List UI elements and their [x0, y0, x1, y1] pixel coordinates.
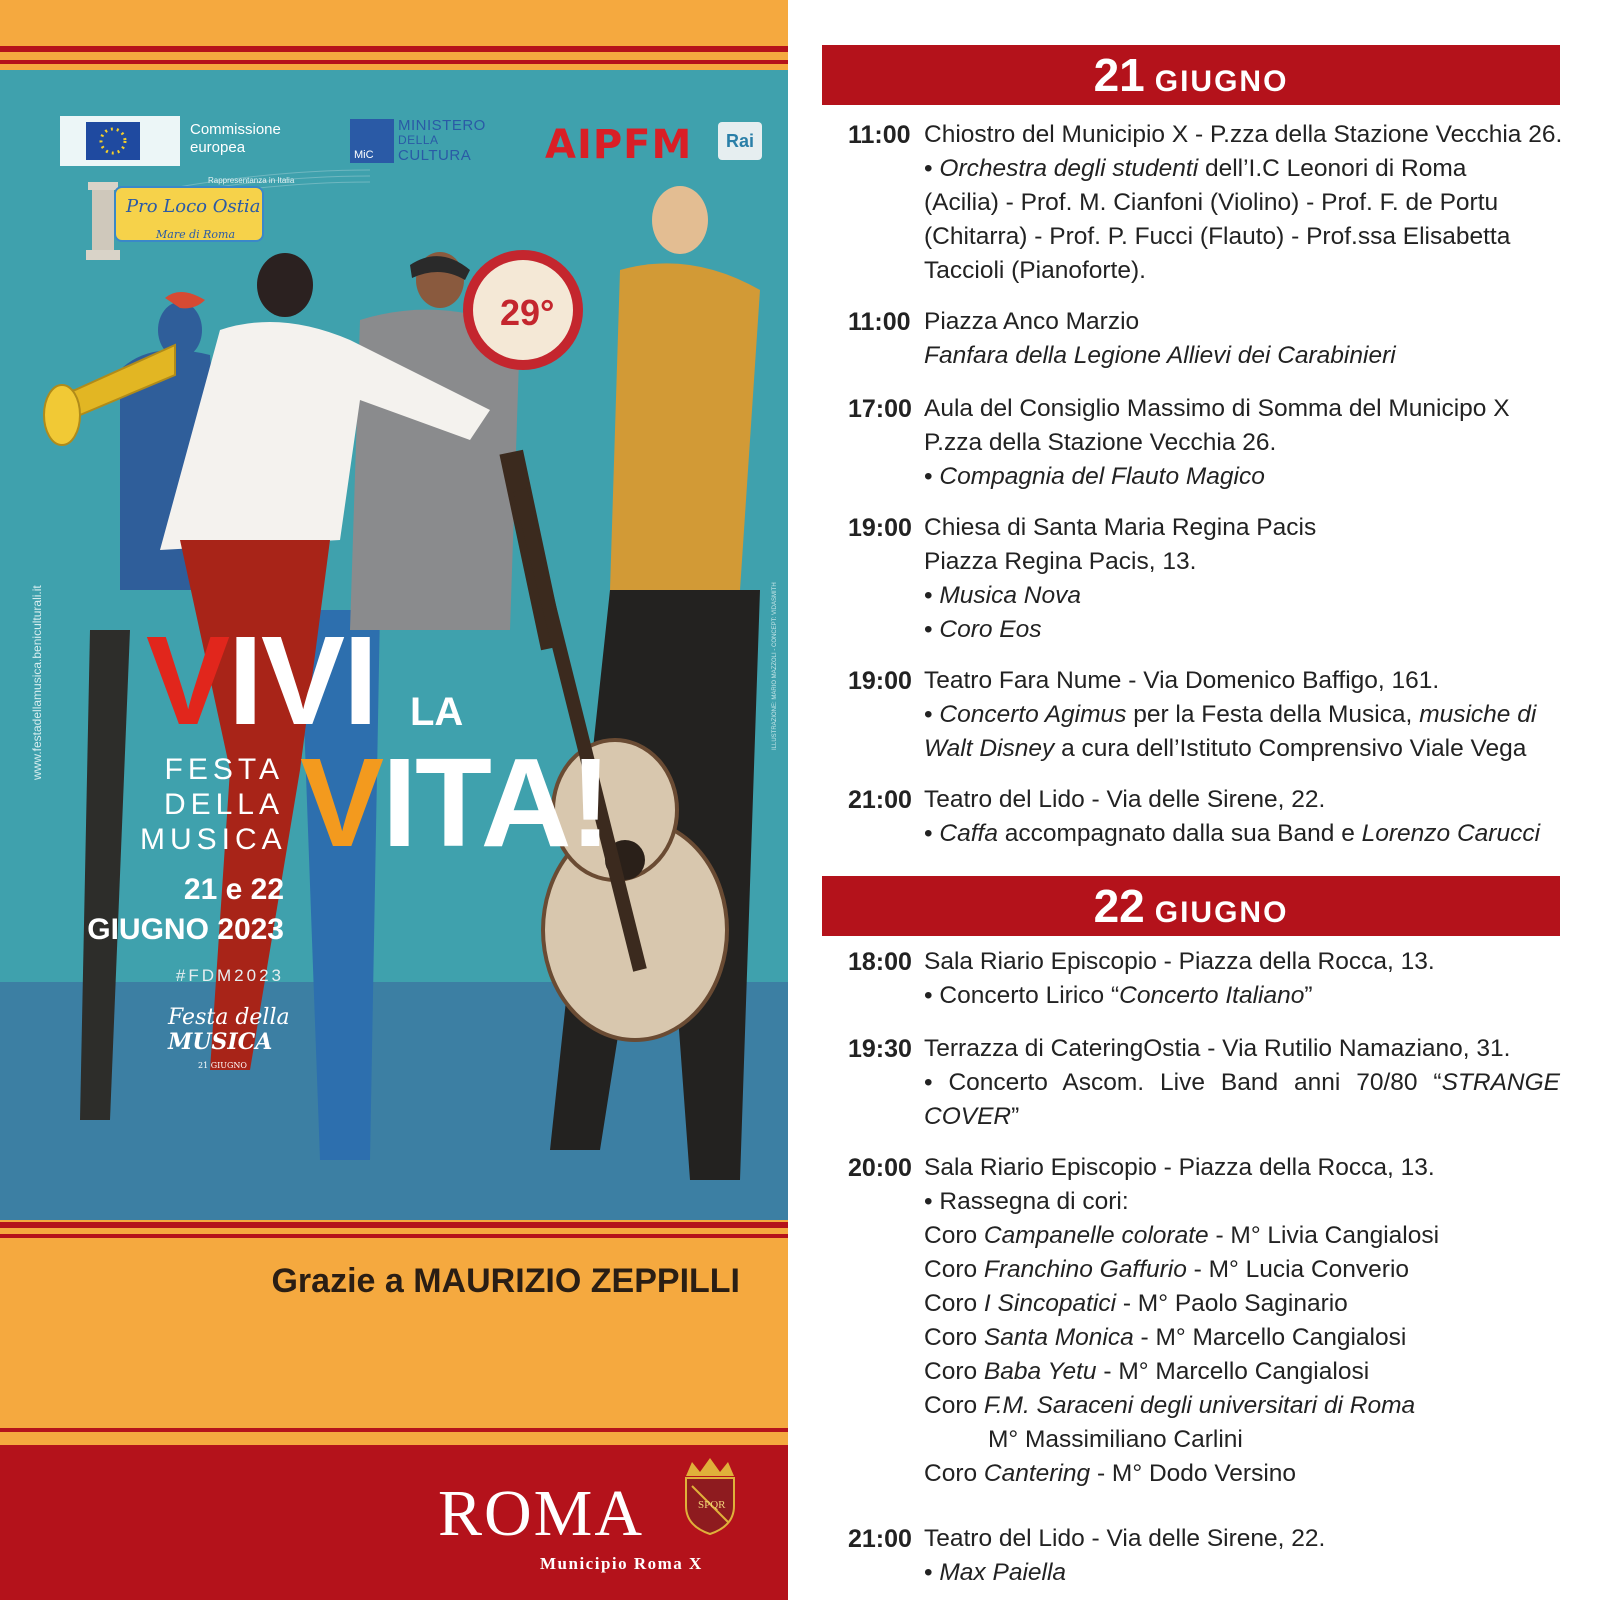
festival-url: www.festadellamusica.beniculturali.it	[30, 585, 44, 780]
event-venue: Teatro del Lido - Via delle Sirene, 22.	[924, 786, 1326, 813]
tambourine-icon	[463, 250, 583, 370]
poster-artwork	[0, 70, 788, 1220]
schedule-panel	[788, 0, 1600, 1600]
title-vivi: VIVI	[146, 610, 377, 751]
ec-sub: Rappresentanza in Italia	[208, 176, 295, 185]
footer-band	[0, 1445, 788, 1600]
event-venue: Teatro del Lido - Via delle Sirene, 22.	[924, 1525, 1326, 1552]
eu-flag-icon	[60, 106, 180, 172]
choir-item: Coro I Sincopatici - M° Paolo Saginario	[924, 1290, 1348, 1317]
event-venue: Sala Riario Episcopio - Piazza della Rocca, 13.	[924, 1154, 1435, 1181]
crest-text: SPQR	[698, 1499, 726, 1511]
event-venue: Chiostro del Municipio X - P.zza della Stazione Vecchia 26.	[924, 121, 1563, 148]
event-item: 11:00 Chiostro del Municipio X - P.zza della Stazione Vecchia 26. • Orchestra degli studenti dell’I.C Leonori di Roma (Acilia) - Prof. M. Cianfoni (Violino) - Prof. F. de Portu (Chitarra) - Prof. P. Fucci (Flauto) - Prof.ssa Elisabetta Taccioli (Pianoforte).	[848, 118, 1560, 288]
ec-line1: Commissione	[190, 121, 281, 138]
event-venue: Sala Riario Episcopio - Piazza della Rocca, 13.	[924, 948, 1435, 975]
title-la: LA	[410, 690, 464, 734]
festa-della-musica: FESTA DELLA MUSICA	[140, 753, 287, 856]
poster-panel	[0, 0, 788, 1600]
mic-abbr: MiC	[350, 119, 394, 163]
event-venue: Aula del Consiglio Massimo di Somma del Municipo X	[924, 395, 1510, 422]
mid-stripe-thin	[0, 1234, 788, 1238]
european-commission-logo	[60, 106, 281, 172]
event-time: 19:30	[848, 1035, 912, 1063]
choir-item: Coro Franchino Gaffurio - M° Lucia Converio	[924, 1256, 1410, 1283]
illustration-credit: ILLUSTRAZIONE: MARIO MAZZOLI - CONCEPT: VIDASMITH	[772, 582, 778, 750]
proloco-sub: Mare di Roma	[156, 228, 236, 241]
choir-item: Coro Cantering - M° Dodo Versino	[924, 1460, 1297, 1487]
yellow-person-head	[652, 186, 708, 254]
tambourine-text: 29°	[500, 292, 555, 333]
choir-item: Coro Baba Yetu - M° Marcello Cangialosi	[924, 1358, 1370, 1385]
event-item: 19:00 Chiesa di Santa Maria Regina Pacis Piazza Regina Pacis, 13. • Musica Nova • Coro Eos	[848, 511, 1560, 647]
event-item: 20:00 Sala Riario Episcopio - Piazza della Rocca, 13. • Rassegna di cori: Coro Campanelle colorate - M° Livia Cangialosi Coro Franchino Gaffurio - M° Lucia Converio Coro I Sincopatici - M° Paolo Saginario Coro Santa Monica - M° Marcello Cangialosi Coro Baba Yetu - M° Marcello Cangialosi Coro F.M. Saraceni degli universitari di Roma M° Massimiliano Carlini Coro Cantering - M° Dodo Versino	[848, 1151, 1560, 1491]
event-item: 21:00 Teatro del Lido - Via delle Sirene, 22. • Caffa accompagnato dalla sua Band e Lorenzo Carucci	[848, 783, 1560, 851]
mic-line2: DELLA	[398, 133, 439, 147]
festival-dates: 21 e 22 GIUGNO 2023	[87, 873, 284, 946]
event-time: 21:00	[848, 1525, 912, 1553]
yellow-person-body	[610, 263, 760, 590]
roma-crest-icon	[680, 1456, 740, 1536]
day-header-21: 21 GIUGNO	[822, 45, 1560, 105]
day-header-22: 22 GIUGNO	[822, 876, 1560, 936]
event-venue: Terrazza di CateringOstia - Via Rutilio Namaziano, 31.	[924, 1035, 1511, 1062]
event-time: 19:00	[848, 667, 912, 695]
event-item: 19:00 Teatro Fara Nume - Via Domenico Baffigo, 161. • Concerto Agimus per la Festa della Musica, musiche di Walt Disney a cura dell’Istituto Comprensivo Viale Vega	[848, 664, 1560, 766]
mic-line1: MINISTERO	[398, 117, 486, 134]
proloco-name: Pro Loco Ostia	[126, 196, 261, 217]
title-vita: VITA!	[300, 732, 610, 873]
municipio-text: Municipio Roma X	[540, 1554, 703, 1573]
lower-stripe	[0, 1428, 788, 1432]
festa-musica-logo: Festa della MUSICA 21 GIUGNO	[168, 1005, 290, 1070]
ec-line2: europea	[190, 139, 246, 156]
roma-logo-text: ROMA	[438, 1477, 645, 1550]
mic-line3: CULTURA	[398, 147, 472, 164]
event-item: 21:00 Teatro del Lido - Via delle Sirene, 22. • Max Paiella	[848, 1522, 1560, 1590]
top-stripe-thin	[0, 60, 788, 64]
event-item: 11:00 Piazza Anco Marzio Fanfara della Legione Allievi dei Carabinieri	[848, 305, 1560, 373]
mid-stripe	[0, 1222, 788, 1228]
hashtag: #FDM2023	[175, 966, 284, 985]
rai-logo: Rai	[718, 122, 762, 160]
top-stripe	[0, 46, 788, 52]
event-venue: Chiesa di Santa Maria Regina Pacis	[924, 514, 1317, 541]
event-venue: Piazza Anco Marzio	[924, 308, 1140, 335]
event-time: 18:00	[848, 948, 912, 976]
event-item: 17:00 Aula del Consiglio Massimo di Somma del Municipo X P.zza della Stazione Vecchia 26. • Compagnia del Flauto Magico	[848, 392, 1560, 494]
event-item: 18:00 Sala Riario Episcopio - Piazza della Rocca, 13. • Concerto Lirico “Concerto Italiano”	[848, 945, 1560, 1013]
choir-item: Coro Santa Monica - M° Marcello Cangialosi	[924, 1324, 1407, 1351]
event-time: 11:00	[848, 121, 911, 149]
aipfm-logo: AIPFM	[545, 122, 693, 168]
event-time: 19:00	[848, 514, 912, 542]
event-venue: Teatro Fara Nume - Via Domenico Baffigo, 161.	[924, 667, 1440, 694]
choir-item: Coro Campanelle colorate - M° Livia Cangialosi	[924, 1222, 1440, 1249]
choir-director: M° Massimiliano Carlini	[988, 1426, 1243, 1453]
event-time: 21:00	[848, 786, 912, 814]
white-person-head	[257, 253, 313, 317]
event-time: 17:00	[848, 395, 912, 423]
thanks-text: Grazie a MAURIZIO ZEPPILLI	[271, 1262, 740, 1300]
ministero-cultura-logo	[350, 118, 486, 163]
event-time: 20:00	[848, 1154, 912, 1182]
event-time: 11:00	[848, 308, 911, 336]
proloco-ostia-logo	[82, 176, 272, 262]
choir-item: Coro F.M. Saraceni degli universitari di Roma	[924, 1392, 1416, 1419]
event-item: 19:30 Terrazza di CateringOstia - Via Rutilio Namaziano, 31. • Concerto Ascom. Live Band anni 70/80 “STRANGE COVER”	[848, 1032, 1560, 1134]
